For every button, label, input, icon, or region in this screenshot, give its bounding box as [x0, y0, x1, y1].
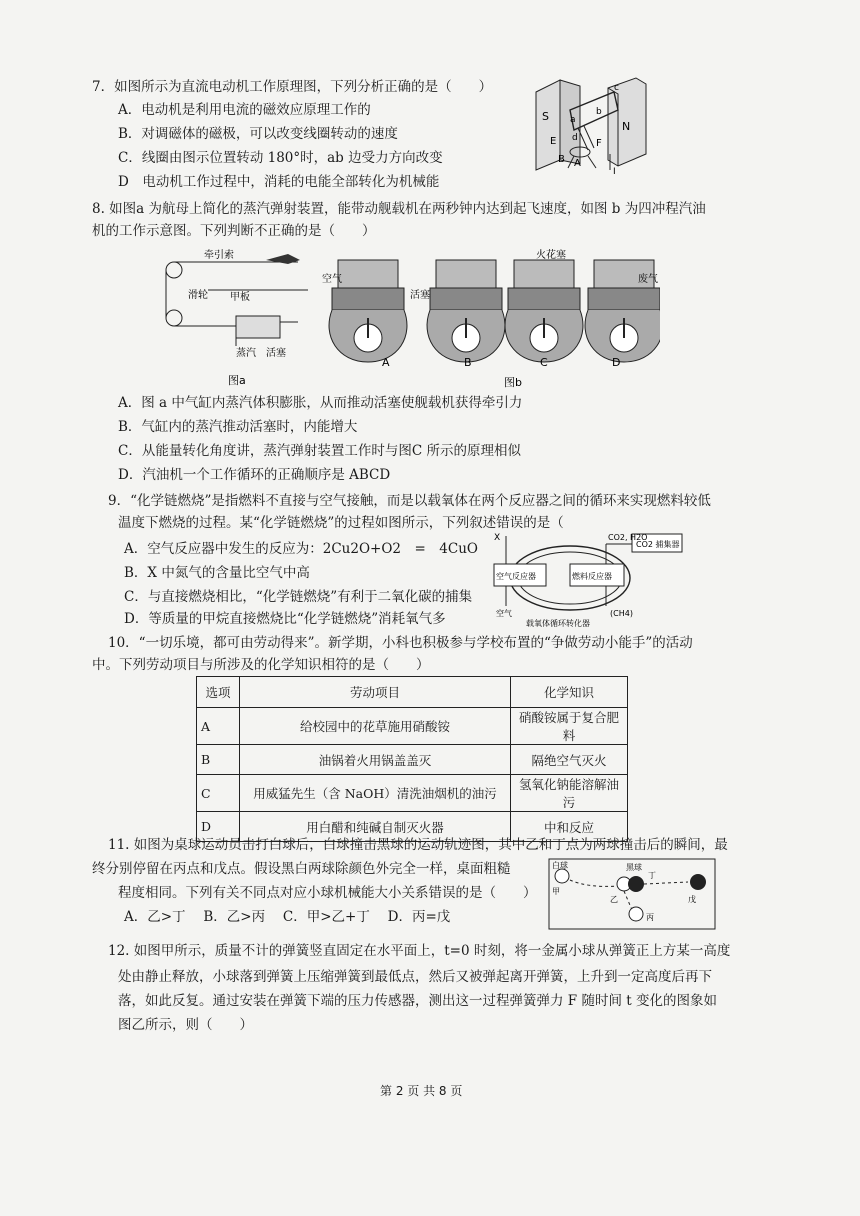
q9-option-a: A．空气反应器中发生的反应为：2Cu2O+O2 = 4CuO — [124, 541, 478, 557]
table-cell-labor: 用白醋和纯碱自制灭火器 — [240, 812, 511, 842]
q9-fig-label-capture: CO2 捕集器 — [636, 540, 680, 549]
q8-fig-b-stroke-c: C — [540, 356, 548, 369]
q7-fig-label-b: b — [596, 107, 602, 117]
table-row — [197, 745, 628, 775]
q9-fig-label-x: X — [494, 533, 501, 543]
q12-stem-line2: 处由静止释放，小球落到弹簧上压缩弹簧到最低点，然后又被弹起离开弹簧，上升到一定高度后再下 — [118, 969, 712, 985]
q8-fig-a-label-steam: 蒸汽 — [236, 348, 256, 359]
q10-stem-line1: 10．“一切乐境，都可由劳动得来”。新学期，小科也积极参与学校布置的“争做劳动小能手”的活动 — [108, 635, 693, 651]
q7-fig-label-f: F — [596, 138, 602, 149]
q9-fig-label-caption: 载氧体循环转化器 — [526, 619, 590, 628]
table-cell-chem: 隔绝空气灭火 — [511, 745, 628, 775]
q12-stem-line1: 12. 如图甲所示，质量不计的弹簧竖直固定在水平面上，t=0 时刻，将一金属小球从弹簧正上方某一高度 — [108, 943, 731, 959]
q11-stem-line2: 终分别停留在丙点和戊点。假设黑白两球除颜色外完全一样，桌面粗糙 — [92, 861, 511, 877]
q8-fig-b-stroke-d: D — [612, 356, 621, 369]
q11-fig-label-jia: 甲 — [552, 887, 560, 896]
q7-option-a: A．电动机是利用电流的磁效应原理工作的 — [118, 102, 371, 118]
q8-option-d: D．汽油机一个工作循环的正确顺序是 ABCD — [118, 467, 391, 483]
q10-stem-line2: 中。下列劳动项目与所涉及的化学知识相符的是（ ） — [92, 657, 430, 673]
q7-option-c: C．线圈由图示位置转动 180°时，ab 边受力方向改变 — [118, 150, 443, 166]
q7-motor-figure — [518, 70, 653, 178]
page-footer: 第 2 页 共 8 页 — [380, 1084, 463, 1098]
table-cell-chem: 硝酸铵属于复合肥料 — [511, 708, 628, 745]
q9-fig-label-air: 空气 — [496, 609, 512, 618]
q9-stem-line2: 温度下燃烧的过程。某“化学链燃烧”的过程如图所示，下列叙述错误的是（ — [118, 515, 564, 531]
q8-fig-b-label-spark: 火花塞 — [536, 250, 566, 261]
table-header-option: 选项 — [197, 677, 240, 708]
q9-option-d: D．等质量的甲烷直接燃烧比“化学链燃烧”消耗氧气多 — [124, 611, 446, 627]
q8-fig-b-label-exhaust: 废气 — [638, 274, 658, 285]
table-row — [197, 708, 628, 745]
q8-figure-b — [318, 246, 660, 390]
q11-fig-label-bing: 丙 — [646, 913, 654, 922]
q9-option-b: B．X 中氮气的含量比空气中高 — [124, 565, 310, 581]
q12-stem-line4: 图乙所示，则（ ） — [118, 1017, 253, 1033]
q8-option-b: B．气缸内的蒸汽推动活塞时，内能增大 — [118, 419, 358, 435]
q8-fig-b-stroke-a: A — [382, 356, 390, 369]
q11-stem-line1: 11. 如图为桌球运动员击打白球后，白球撞击黑球的运动轨迹图，其中乙和丁点为两球撞击后的瞬间，最 — [108, 837, 728, 853]
table-cell-labor: 油锅着火用锅盖盖灭 — [240, 745, 511, 775]
q9-option-c: C．与直接燃烧相比，“化学链燃烧”有利于二氧化碳的捕集 — [124, 589, 473, 605]
q7-option-b: B．对调磁体的磁极，可以改变线圈转动的速度 — [118, 126, 398, 142]
table-cell-option: C — [197, 775, 240, 812]
q11-fig-label-ding: 丁 — [648, 871, 656, 880]
q7-option-d: D 电动机工作过程中，消耗的电能全部转化为机械能 — [118, 174, 440, 190]
table-cell-option: A — [197, 708, 240, 745]
q11-option-d: D．丙=戊 — [387, 909, 451, 925]
q11-option-b: B．乙>丙 — [203, 909, 266, 925]
q8-figure-a — [148, 246, 318, 388]
table-cell-chem: 氢氧化钠能溶解油污 — [511, 775, 628, 812]
q8-option-c: C．从能量转化角度讲，蒸汽弹射装置工作时与图C 所示的原理相似 — [118, 443, 521, 459]
q11-fig-label-black: 黑球 — [626, 863, 642, 872]
q11-options — [124, 906, 450, 928]
q9-fig-label-co2-h2o: CO2, H2O — [608, 533, 648, 542]
table-header-labor: 劳动项目 — [240, 677, 511, 708]
q8-fig-a-label-deck: 甲板 — [230, 292, 250, 303]
q9-fig-label-ch4: (CH4) — [610, 609, 633, 618]
q10-table — [196, 676, 628, 842]
q7-fig-label-i: I — [613, 167, 616, 177]
q8-fig-a-label-cable: 牵引索 — [204, 250, 234, 261]
q7-fig-label-brush-b: B — [558, 154, 565, 165]
q11-fig-label-wu: 戊 — [688, 895, 696, 904]
q8-fig-a-label-pulley: 滑轮 — [188, 290, 208, 301]
q11-billiards-figure — [548, 858, 716, 930]
q9-fig-label-fuel-reactor: 燃料反应器 — [572, 572, 612, 581]
table-row — [197, 775, 628, 812]
q8-stem-line2: 机的工作示意图。下列判断不正确的是（ ） — [92, 223, 376, 239]
q7-fig-label-d: d — [572, 133, 578, 143]
q7-fig-label-a: a — [570, 115, 576, 125]
q11-option-c: C．甲>乙+丁 — [282, 909, 370, 925]
q9-chemical-looping-figure — [486, 530, 716, 628]
q7-stem: 7．如图所示为直流电动机工作原理图，下列分析正确的是（ ） — [92, 79, 493, 95]
table-header-chem: 化学知识 — [511, 677, 628, 708]
q7-fig-label-s: S — [542, 110, 549, 123]
q7-fig-label-c: c — [614, 83, 619, 93]
q8-option-a: A．图 a 中气缸内蒸汽体积膨胀，从而推动活塞使舰载机获得牵引力 — [118, 395, 523, 411]
q8-fig-b-label-air: 空气 — [322, 274, 342, 285]
q8-fig-a-label-piston: 活塞 — [266, 348, 286, 359]
q11-fig-label-white: 白球 — [552, 861, 568, 870]
q11-option-a: A．乙>丁 — [124, 909, 186, 925]
table-cell-labor: 给校园中的花草施用硝酸铵 — [240, 708, 511, 745]
q8-fig-a-caption: 图a — [228, 374, 246, 387]
table-cell-chem: 中和反应 — [511, 812, 628, 842]
q7-fig-label-brush-a: A — [574, 158, 581, 169]
q9-fig-label-air-reactor: 空气反应器 — [496, 572, 536, 581]
q11-stem-line3: 程度相同。下列有关不同点对应小球机械能大小关系错误的是（ ） — [118, 885, 537, 901]
q8-fig-b-stroke-b: B — [464, 356, 472, 369]
table-cell-option: D — [197, 812, 240, 842]
table-cell-option: B — [197, 745, 240, 775]
q12-stem-line3: 落，如此反复。通过安装在弹簧下端的压力传感器，测出这一过程弹簧弹力 F 随时间 t 变化的图象如 — [118, 993, 717, 1009]
table-header-row — [197, 677, 628, 708]
q8-fig-b-label-piston: 活塞 — [410, 290, 430, 301]
q8-stem-line1: 8. 如图a 为航母上简化的蒸汽弹射装置，能带动舰载机在两秒钟内达到起飞速度，如图 b 为四冲程汽油 — [92, 201, 706, 217]
table-cell-labor: 用威猛先生（含 NaOH）清洗油烟机的油污 — [240, 775, 511, 812]
q11-fig-label-yi: 乙 — [610, 895, 618, 904]
q9-stem-line1: 9．“化学链燃烧”是指燃料不直接与空气接触，而是以载氧体在两个反应器之间的循环来实现燃料较低 — [108, 493, 711, 509]
q7-fig-label-e: E — [550, 136, 557, 147]
q7-fig-label-n: N — [622, 120, 631, 133]
q8-fig-b-caption: 图b — [504, 376, 522, 389]
